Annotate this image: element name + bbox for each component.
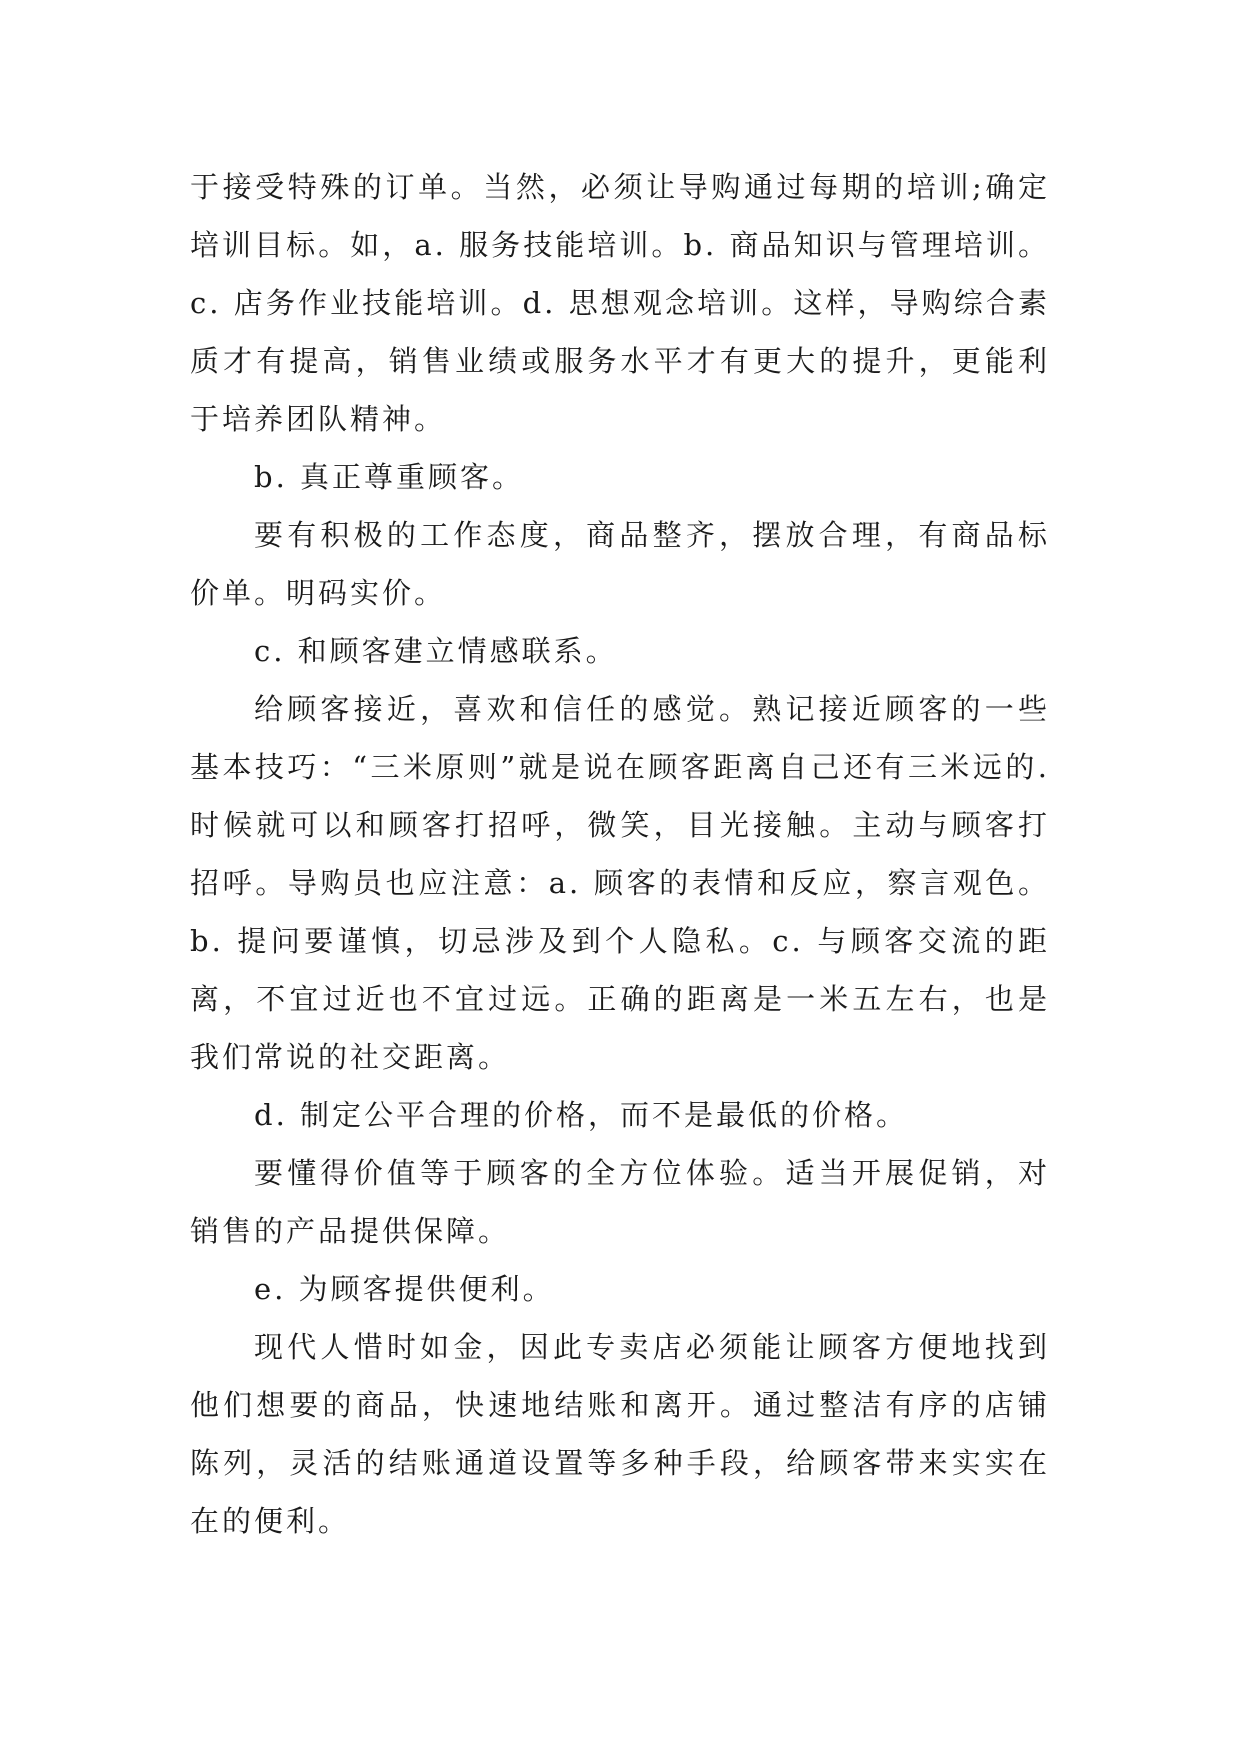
paragraph-value-experience: 要懂得价值等于顾客的全方位体验。适当开展促销，对销售的产品提供保障。 [190,1156,1050,1248]
heading-convenience: e. 为顾客提供便利。 [254,1272,555,1306]
heading-respect-customers: b. 真正尊重顾客。 [254,460,525,494]
paragraph-training: 于接受特殊的订单。当然，必须让导购通过每期的培训;确定培训目标。如，a. 服务技能培训。b. 商品知识与管理培训。c. 店务作业技能培训。d. 思想观念培训。这样，导购综合素质才有提高，销售业绩或服务水平才有更大的提升，更能利于培养团队精神。 [190,170,1050,436]
paragraph-convenience: 现代人惜时如金，因此专卖店必须能让顾客方便地找到他们想要的商品，快速地结账和离开。通过整洁有序的店铺陈列，灵活的结账通道设置等多种手段，给顾客带来实实在在的便利。 [190,1330,1050,1538]
document-body [190,158,1050,1550]
paragraph-approach-customers: 给顾客接近，喜欢和信任的感觉。熟记接近顾客的一些基本技巧：“三米原则”就是说在顾客距离自己还有三米远的. 时候就可以和顾客打招呼，微笑，目光接触。主动与顾客打招呼。导购员也应注意：a. 顾客的表情和反应，察言观色。b. 提问要谨慎，切忌涉及到个人隐私。c. 与顾客交流的距离，不宜过近也不宜过远。正确的距离是一米五左右，也是我们常说的社交距离。 [190,692,1050,1074]
paragraph-work-attitude: 要有积极的工作态度，商品整齐，摆放合理，有商品标价单。明码实价。 [190,518,1050,610]
heading-emotional-connection: c. 和顾客建立情感联系。 [254,634,618,668]
heading-fair-pricing: d. 制定公平合理的价格，而不是最低的价格。 [254,1098,909,1132]
